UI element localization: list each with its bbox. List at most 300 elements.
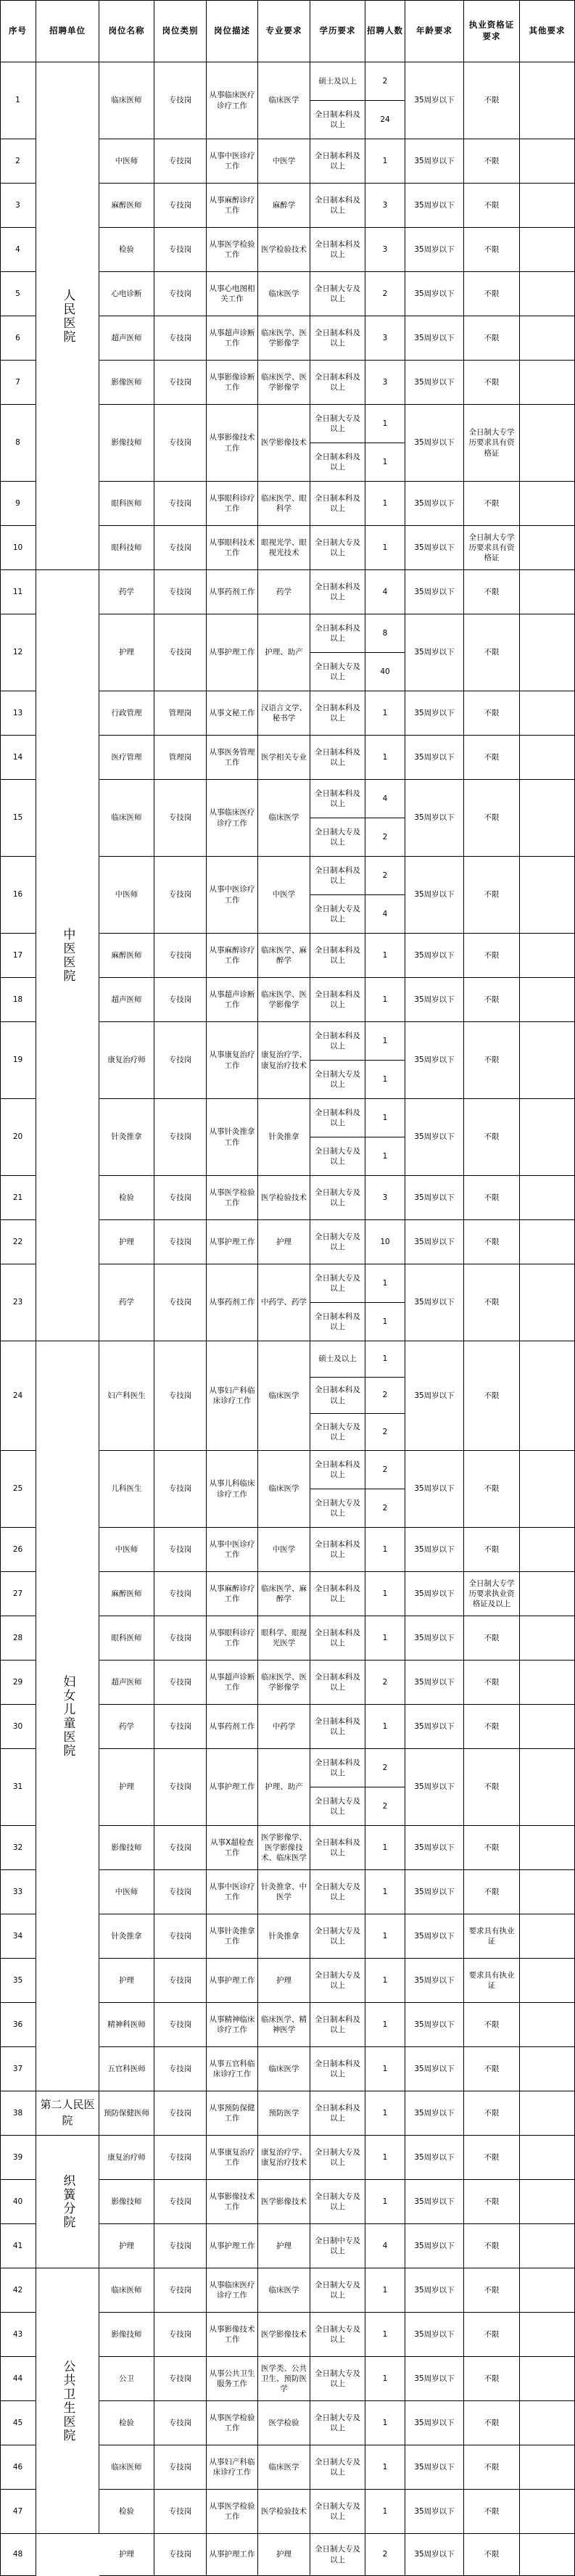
row-major: 康复治疗学、康复治疗技术 [258, 2136, 310, 2180]
row-license: 不限 [464, 1826, 520, 1870]
row-category: 专技岗 [154, 1661, 207, 1705]
row-education: 全日制本科及以上 [310, 1705, 365, 1749]
row-category: 专技岗 [154, 1749, 207, 1826]
row-seq: 28 [0, 1616, 36, 1661]
row-license: 不限 [464, 1528, 520, 1572]
header-position: 岗位名称 [99, 0, 154, 62]
row-license: 不限 [464, 1220, 520, 1264]
row-education: 全日制大专及以上 [310, 2401, 365, 2445]
row-other [520, 1099, 575, 1176]
row-seq: 41 [0, 2224, 36, 2268]
row-license: 不限 [464, 2313, 520, 2357]
row-position: 康复治疗师 [99, 2136, 154, 2180]
row-education: 全日制大专及以上 [310, 1061, 365, 1099]
row-education: 全日制大专及以上 [310, 2313, 365, 2357]
row-category: 专技岗 [154, 272, 207, 316]
row-category: 专技岗 [154, 1616, 207, 1661]
row-position: 护理 [99, 2224, 154, 2268]
row-license: 不限 [464, 2401, 520, 2445]
row-position: 影像技师 [99, 1826, 154, 1870]
row-license: 不限 [464, 1176, 520, 1220]
row-position: 针灸推拿 [99, 1099, 154, 1176]
row-position: 临床医师 [99, 2268, 154, 2313]
row-other [520, 361, 575, 405]
row-license: 不限 [464, 934, 520, 978]
row-major: 临床医学、麻醉学 [258, 1572, 310, 1616]
row-other [520, 1220, 575, 1264]
row-position: 影像技师 [99, 2180, 154, 2224]
row-category: 专技岗 [154, 1220, 207, 1264]
header-count: 招聘人数 [365, 0, 405, 62]
row-education: 全日制大专及以上 [310, 1959, 365, 2003]
row-count: 2 [365, 1489, 405, 1528]
row-license: 不限 [464, 2357, 520, 2401]
row-education: 硕士及以上 [310, 1341, 365, 1378]
header-category: 岗位类别 [154, 0, 207, 62]
row-education: 全日制本科及以上 [310, 2003, 365, 2047]
row-age: 35周岁以下 [405, 184, 464, 228]
row-count: 3 [365, 1176, 405, 1220]
row-seq: 30 [0, 1705, 36, 1749]
row-category: 专技岗 [154, 184, 207, 228]
row-age: 35周岁以下 [405, 2268, 464, 2313]
row-major: 中医学 [258, 139, 310, 184]
row-other [520, 1826, 575, 1870]
row-position: 妇产科医生 [99, 1341, 154, 1451]
row-age: 35周岁以下 [405, 1616, 464, 1661]
row-count: 3 [365, 184, 405, 228]
row-other [520, 1528, 575, 1572]
row-count: 1 [365, 2180, 405, 2224]
row-category: 专技岗 [154, 1705, 207, 1749]
row-license: 不限 [464, 2268, 520, 2313]
row-seq: 7 [0, 361, 36, 405]
row-license: 不限 [464, 316, 520, 361]
row-license: 不限 [464, 736, 520, 780]
row-description: 从事精神临床诊疗工作 [207, 2003, 258, 2047]
row-seq: 31 [0, 1749, 36, 1826]
row-education: 全日制大专及以上 [310, 2180, 365, 2224]
row-description: 从事儿科临床诊疗工作 [207, 1451, 258, 1528]
row-description: 从事中医诊疗工作 [207, 1870, 258, 1914]
row-license: 不限 [464, 1661, 520, 1705]
row-other [520, 1341, 575, 1451]
row-age: 35周岁以下 [405, 2313, 464, 2357]
row-age: 35周岁以下 [405, 1959, 464, 2003]
row-major: 中医学 [258, 857, 310, 934]
row-seq: 39 [0, 2136, 36, 2180]
row-education: 全日制本科及以上 [310, 1616, 365, 1661]
row-description: 从事医学检验工作 [207, 2401, 258, 2445]
row-count: 1 [365, 1870, 405, 1914]
row-position: 中医师 [99, 1528, 154, 1572]
row-major: 中药学、药学 [258, 1264, 310, 1341]
row-description: 从事护理工作 [207, 1959, 258, 2003]
row-license: 全日制大专学历要求具有资格证 [464, 526, 520, 570]
row-education: 全日制本科及以上 [310, 361, 365, 405]
row-description: 从事中医诊疗工作 [207, 139, 258, 184]
row-count: 1 [365, 1341, 405, 1378]
row-other [520, 272, 575, 316]
row-education: 全日制大专及以上 [310, 2268, 365, 2313]
row-age: 35周岁以下 [405, 139, 464, 184]
row-major: 医学类、公共卫生、预防医学 [258, 2357, 310, 2401]
row-position: 五官科医师 [99, 2047, 154, 2091]
row-seq: 10 [0, 526, 36, 570]
row-description: 从事临床医疗诊疗工作 [207, 780, 258, 857]
row-position: 针灸推拿 [99, 1914, 154, 1959]
row-license: 不限 [464, 780, 520, 857]
row-seq: 12 [0, 614, 36, 691]
row-age: 35周岁以下 [405, 1870, 464, 1914]
row-description: 从事医学检验工作 [207, 2490, 258, 2534]
row-description: 从事超声诊断工作 [207, 316, 258, 361]
row-count: 1 [365, 1826, 405, 1870]
row-position: 行政管理 [99, 691, 154, 736]
row-description: 从事影像技术工作 [207, 2180, 258, 2224]
header-age: 年龄要求 [405, 0, 464, 62]
row-count: 2 [365, 818, 405, 857]
header-other: 其他要求 [520, 0, 575, 62]
row-count: 1 [365, 2313, 405, 2357]
row-other [520, 184, 575, 228]
row-education: 全日制本科及以上 [310, 1528, 365, 1572]
row-other [520, 2047, 575, 2091]
row-education: 全日制大专及以上 [310, 272, 365, 316]
row-major: 临床医学、医学影像学 [258, 316, 310, 361]
row-major: 临床医学、眼科学 [258, 482, 310, 526]
row-age: 35周岁以下 [405, 2534, 464, 2576]
row-education: 全日制大专及以上 [310, 2534, 365, 2576]
row-position: 中医师 [99, 857, 154, 934]
row-major: 眼科学、眼视光医学 [258, 1616, 310, 1661]
row-seq: 29 [0, 1661, 36, 1705]
row-description: 从事中医诊疗工作 [207, 1528, 258, 1572]
row-age: 35周岁以下 [405, 228, 464, 272]
row-description: 从事医学检验工作 [207, 1176, 258, 1220]
row-license: 不限 [464, 2180, 520, 2224]
row-count: 1 [365, 1303, 405, 1341]
row-age: 35周岁以下 [405, 857, 464, 934]
row-education: 全日制大专及以上 [310, 1414, 365, 1451]
row-license: 不限 [464, 1099, 520, 1176]
row-license: 不限 [464, 1705, 520, 1749]
row-position: 超声医师 [99, 1661, 154, 1705]
row-position: 公卫 [99, 2357, 154, 2401]
row-age: 35周岁以下 [405, 2091, 464, 2136]
row-other [520, 691, 575, 736]
row-education: 全日制大专及以上 [310, 526, 365, 570]
row-description: 从事妇产科临床诊疗工作 [207, 1341, 258, 1451]
row-license: 不限 [464, 2091, 520, 2136]
row-education: 全日制本科及以上 [310, 978, 365, 1022]
row-education: 全日制中专及以上 [310, 2224, 365, 2268]
row-license: 不限 [464, 2490, 520, 2534]
row-position: 预防保健医师 [99, 2091, 154, 2136]
row-seq: 34 [0, 1914, 36, 1959]
row-major: 临床医学 [258, 780, 310, 857]
row-age: 35周岁以下 [405, 614, 464, 691]
row-category: 专技岗 [154, 1176, 207, 1220]
row-other [520, 2534, 575, 2576]
row-category: 专技岗 [154, 62, 207, 139]
row-license: 不限 [464, 691, 520, 736]
row-license: 不限 [464, 1341, 520, 1451]
row-position: 康复治疗师 [99, 1022, 154, 1099]
row-category: 专技岗 [154, 1959, 207, 2003]
row-count: 1 [365, 1959, 405, 2003]
row-other [520, 2268, 575, 2313]
row-category: 管理岗 [154, 736, 207, 780]
row-position: 医疗管理 [99, 736, 154, 780]
unit-name: 织簧分院 [36, 2136, 99, 2268]
row-other [520, 1022, 575, 1099]
row-seq: 14 [0, 736, 36, 780]
row-other [520, 614, 575, 691]
row-age: 35周岁以下 [405, 361, 464, 405]
row-seq: 44 [0, 2357, 36, 2401]
row-description: 从事药剂工作 [207, 570, 258, 614]
row-seq: 25 [0, 1451, 36, 1528]
row-description: 从事护理工作 [207, 614, 258, 691]
row-other [520, 2357, 575, 2401]
row-other [520, 934, 575, 978]
row-description: 从事护理工作 [207, 2534, 258, 2576]
row-major: 临床医学 [258, 1341, 310, 1451]
row-category: 专技岗 [154, 316, 207, 361]
row-count: 2 [365, 2534, 405, 2576]
row-other [520, 1870, 575, 1914]
row-age: 35周岁以下 [405, 934, 464, 978]
row-other [520, 1572, 575, 1616]
row-age: 35周岁以下 [405, 1341, 464, 1451]
row-age: 35周岁以下 [405, 1572, 464, 1616]
row-education: 全日制本科及以上 [310, 691, 365, 736]
row-other [520, 1176, 575, 1220]
row-description: 从事眼科诊疗工作 [207, 482, 258, 526]
row-count: 1 [365, 1914, 405, 1959]
row-count: 1 [365, 2357, 405, 2401]
row-position: 护理 [99, 1220, 154, 1264]
row-license: 不限 [464, 482, 520, 526]
row-age: 35周岁以下 [405, 1749, 464, 1826]
row-major: 护理 [258, 2224, 310, 2268]
row-age: 35周岁以下 [405, 1451, 464, 1528]
row-category: 专技岗 [154, 2136, 207, 2180]
row-education: 全日制本科及以上 [310, 1661, 365, 1705]
row-major: 针灸推拿 [258, 1914, 310, 1959]
row-description: 从事影像诊断工作 [207, 361, 258, 405]
row-count: 3 [365, 316, 405, 361]
row-category: 专技岗 [154, 1870, 207, 1914]
row-seq: 45 [0, 2401, 36, 2445]
row-license: 全日制大专学历要求具有资格证 [464, 405, 520, 482]
row-count: 1 [365, 2136, 405, 2180]
row-category: 专技岗 [154, 614, 207, 691]
row-position: 眼科技师 [99, 526, 154, 570]
row-license: 不限 [464, 2534, 520, 2576]
row-other [520, 857, 575, 934]
row-age: 35周岁以下 [405, 272, 464, 316]
row-description: 从事中医诊疗工作 [207, 857, 258, 934]
row-other [520, 1705, 575, 1749]
row-position: 药学 [99, 1705, 154, 1749]
row-education: 全日制大专及以上 [310, 1787, 365, 1826]
row-major: 护理 [258, 1220, 310, 1264]
row-education: 全日制大专及以上 [310, 2445, 365, 2490]
row-category: 专技岗 [154, 1528, 207, 1572]
row-education: 全日制本科及以上 [310, 780, 365, 818]
row-seq: 47 [0, 2490, 36, 2534]
row-license: 不限 [464, 62, 520, 139]
row-license: 不限 [464, 184, 520, 228]
row-position: 精神科医师 [99, 2003, 154, 2047]
row-education: 全日制本科及以上 [310, 1303, 365, 1341]
row-position: 影像技师 [99, 2313, 154, 2357]
row-major: 护理、助产 [258, 1749, 310, 1826]
row-description: 从事护理工作 [207, 2224, 258, 2268]
row-count: 1 [365, 405, 405, 443]
row-seq: 4 [0, 228, 36, 272]
row-seq: 24 [0, 1341, 36, 1451]
row-count: 4 [365, 570, 405, 614]
row-category: 专技岗 [154, 1914, 207, 1959]
row-education: 全日制大专及以上 [310, 653, 365, 691]
row-other [520, 736, 575, 780]
row-age: 35周岁以下 [405, 526, 464, 570]
row-seq: 13 [0, 691, 36, 736]
row-education: 全日制本科及以上 [310, 1451, 365, 1489]
row-license: 不限 [464, 228, 520, 272]
row-count: 2 [365, 1451, 405, 1489]
row-description: 从事预防保健工作 [207, 2091, 258, 2136]
row-position: 药学 [99, 1264, 154, 1341]
row-other [520, 62, 575, 139]
row-description: 从事麻醉诊疗工作 [207, 934, 258, 978]
row-major: 临床医学 [258, 2268, 310, 2313]
row-category: 专技岗 [154, 1022, 207, 1099]
row-position: 护理 [99, 1959, 154, 2003]
row-count: 24 [365, 101, 405, 139]
row-seq: 35 [0, 1959, 36, 2003]
row-seq: 26 [0, 1528, 36, 1572]
row-position: 麻醉医师 [99, 1572, 154, 1616]
row-major: 临床医学 [258, 1451, 310, 1528]
row-description: 从事公共卫生服务工作 [207, 2357, 258, 2401]
row-other [520, 2490, 575, 2534]
row-category: 专技岗 [154, 857, 207, 934]
row-age: 35周岁以下 [405, 316, 464, 361]
row-category: 专技岗 [154, 2091, 207, 2136]
row-other [520, 316, 575, 361]
row-count: 1 [365, 2003, 405, 2047]
unit-name: 第二人民医院 [36, 2091, 99, 2136]
row-category: 专技岗 [154, 1826, 207, 1870]
row-description: 从事针灸推拿工作 [207, 1099, 258, 1176]
row-description: 从事眼科技术工作 [207, 526, 258, 570]
row-other [520, 526, 575, 570]
row-other [520, 2445, 575, 2490]
row-seq: 3 [0, 184, 36, 228]
row-license: 不限 [464, 139, 520, 184]
row-description: 从事药剂工作 [207, 1705, 258, 1749]
row-seq: 36 [0, 2003, 36, 2047]
row-category: 专技岗 [154, 1341, 207, 1451]
row-age: 35周岁以下 [405, 1705, 464, 1749]
row-age: 35周岁以下 [405, 978, 464, 1022]
row-education: 全日制大专及以上 [310, 1914, 365, 1959]
row-seq: 43 [0, 2313, 36, 2357]
row-seq: 1 [0, 62, 36, 139]
row-major: 临床医学 [258, 2047, 310, 2091]
row-other [520, 1264, 575, 1341]
row-category: 专技岗 [154, 405, 207, 482]
row-education: 全日制大专及以上 [310, 2357, 365, 2401]
row-education: 全日制本科及以上 [310, 482, 365, 526]
row-count: 10 [365, 1220, 405, 1264]
row-major: 护理 [258, 2534, 310, 2576]
row-count: 1 [365, 2047, 405, 2091]
row-count: 1 [365, 2268, 405, 2313]
row-seq: 32 [0, 1826, 36, 1870]
row-position: 检验 [99, 228, 154, 272]
row-category: 专技岗 [154, 2401, 207, 2445]
row-education: 全日制本科及以上 [310, 184, 365, 228]
row-count: 2 [365, 1661, 405, 1705]
row-seq: 33 [0, 1870, 36, 1914]
row-seq: 40 [0, 2180, 36, 2224]
row-other [520, 2003, 575, 2047]
row-category: 专技岗 [154, 2047, 207, 2091]
row-category: 专技岗 [154, 780, 207, 857]
row-license: 不限 [464, 2003, 520, 2047]
row-description: 从事超声诊断工作 [207, 978, 258, 1022]
row-other [520, 780, 575, 857]
row-seq: 18 [0, 978, 36, 1022]
header-education: 学历要求 [310, 0, 365, 62]
row-position: 临床医师 [99, 62, 154, 139]
row-age: 35周岁以下 [405, 2357, 464, 2401]
row-major: 中医学 [258, 1528, 310, 1572]
row-category: 专技岗 [154, 2268, 207, 2313]
row-count: 2 [365, 857, 405, 895]
row-age: 35周岁以下 [405, 2047, 464, 2091]
row-license: 不限 [464, 361, 520, 405]
row-age: 35周岁以下 [405, 2136, 464, 2180]
row-education: 全日制本科及以上 [310, 1572, 365, 1616]
header-license: 执业资格证要求 [464, 0, 520, 62]
row-position: 影像医师 [99, 361, 154, 405]
row-other [520, 1959, 575, 2003]
row-seq: 23 [0, 1264, 36, 1341]
row-education: 全日制大专及以上 [310, 1264, 365, 1303]
row-license: 不限 [464, 857, 520, 934]
row-count: 1 [365, 2091, 405, 2136]
row-age: 35周岁以下 [405, 570, 464, 614]
row-seq: 37 [0, 2047, 36, 2091]
row-count: 2 [365, 1378, 405, 1414]
row-license: 不限 [464, 272, 520, 316]
row-major: 医学检验技术 [258, 1176, 310, 1220]
row-seq: 5 [0, 272, 36, 316]
unit-name: 中医医院 [36, 570, 99, 1341]
row-description: 从事医学检验工作 [207, 228, 258, 272]
row-count: 40 [365, 653, 405, 691]
row-education: 全日制本科及以上 [310, 101, 365, 139]
row-seq: 2 [0, 139, 36, 184]
row-seq: 27 [0, 1572, 36, 1616]
row-education: 全日制本科及以上 [310, 228, 365, 272]
